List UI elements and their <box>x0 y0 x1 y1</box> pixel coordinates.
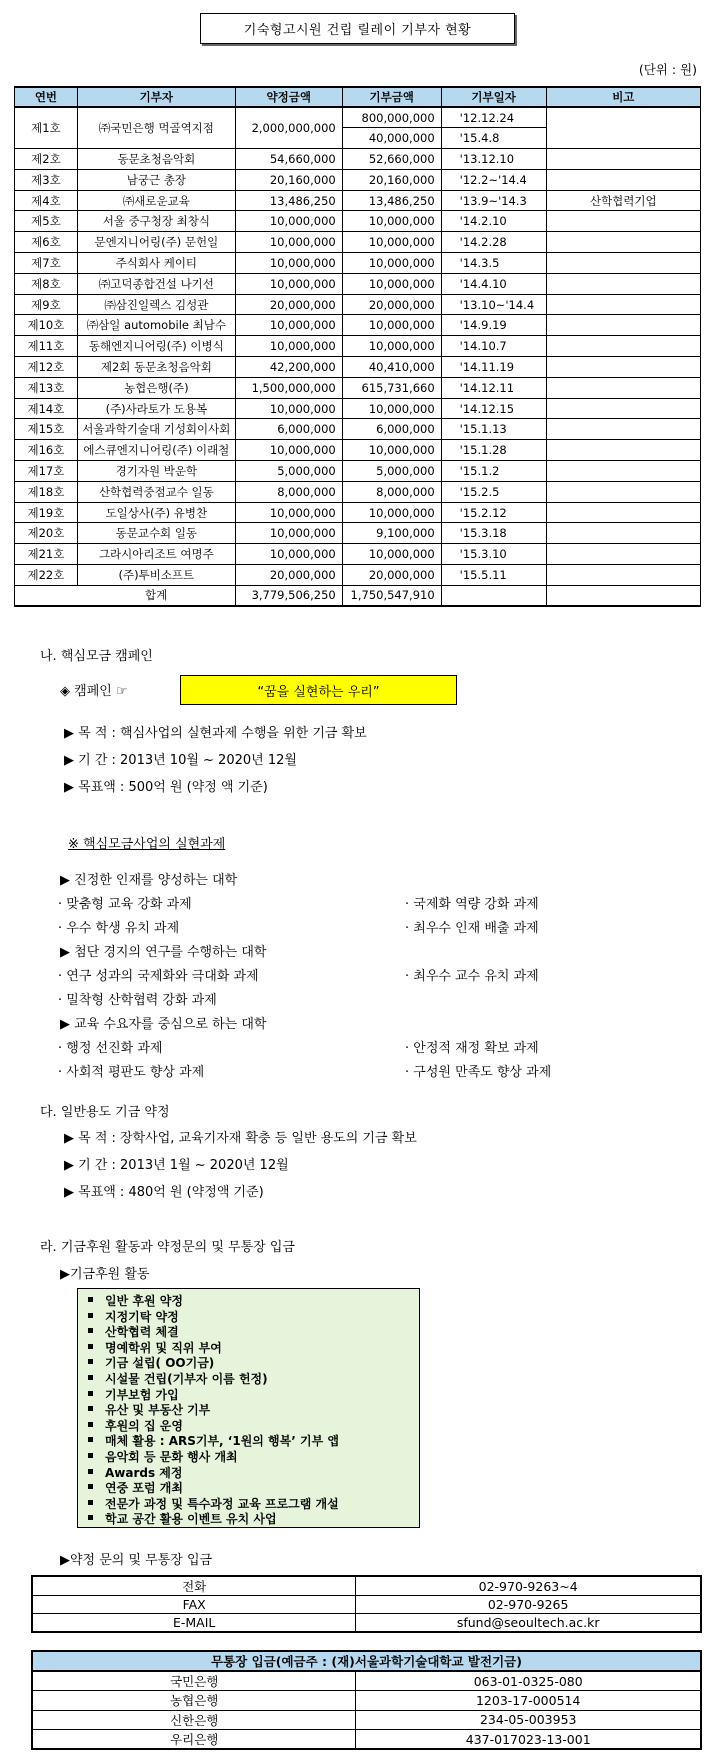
bank-row <box>32 1730 701 1750</box>
cell-note <box>546 523 700 544</box>
cell-note <box>546 273 700 294</box>
cell-donor: (주)사라토가 도용복 <box>77 398 235 419</box>
cell-amount: 10,000,000 <box>342 398 441 419</box>
activity-label: 유산 및 부동산 기부 <box>105 1403 211 1418</box>
table-row <box>15 294 701 315</box>
cell-donor: 농협은행(주) <box>77 377 235 398</box>
cell-no: 제21호 <box>15 544 78 565</box>
unit-label: (단위 : 원) <box>638 62 697 77</box>
cell-donor: 제2회 동문초청음악회 <box>77 357 235 378</box>
cell-date: '14.10.7 <box>441 336 546 357</box>
activity-label: 연중 포럼 개최 <box>105 1481 183 1496</box>
bullet-square-icon <box>88 1437 93 1442</box>
cell-date: '14.11.19 <box>441 357 546 378</box>
cell-no: 제5호 <box>15 211 78 232</box>
cell-donor: 동해엔지니어링(주) 이병식 <box>77 336 235 357</box>
cell-pledge: 20,000,000 <box>235 565 342 586</box>
tasks-heading: ※ 핵심모금사업의 실현과제 <box>68 837 226 852</box>
contact-label: 전화 <box>32 1576 356 1596</box>
general-period: ▶ 기 간 : 2013년 1월 ~ 2020년 12월 <box>64 1158 289 1173</box>
activity-item <box>88 1481 419 1497</box>
contact-value: 02-970-9263~4 <box>356 1576 701 1596</box>
cell-note <box>546 336 700 357</box>
activity-item <box>88 1356 419 1372</box>
cell-pledge: 6,000,000 <box>235 419 342 440</box>
contact-row <box>32 1614 701 1632</box>
cell-pledge: 10,000,000 <box>235 544 342 565</box>
cell-no: 제9호 <box>15 294 78 315</box>
cell-note <box>546 169 700 190</box>
table-row <box>15 211 701 232</box>
campaign-label: ◈ 캠페인 ☞ <box>60 684 128 699</box>
cell-no: 제14호 <box>15 398 78 419</box>
campaign-target: ▶ 목표액 : 500억 원 (약정 액 기준) <box>64 780 268 795</box>
cell-donor: ㈜삼일 automobile 최남수 <box>77 315 235 336</box>
cell-amount: 6,000,000 <box>342 419 441 440</box>
total-label: 합계 <box>77 585 235 606</box>
table-row <box>15 502 701 523</box>
cell-pledge: 10,000,000 <box>235 440 342 461</box>
inquiry-heading: ▶약정 문의 및 무통장 입금 <box>60 1553 213 1568</box>
activity-label: 지정기탁 약정 <box>105 1309 179 1324</box>
cell-donor: 주식회사 케이티 <box>77 253 235 274</box>
cell-date: '15.5.11 <box>441 565 546 586</box>
activities-box <box>77 1288 420 1528</box>
cell-pledge: 10,000,000 <box>235 211 342 232</box>
cell-amount: 10,000,000 <box>342 336 441 357</box>
bullet-square-icon <box>88 1484 93 1489</box>
section-support-heading: 라. 기금후원 활동과 약정문의 및 무통장 입금 <box>40 1240 295 1255</box>
bullet-square-icon <box>88 1297 93 1302</box>
cell-amount: 10,000,000 <box>342 232 441 253</box>
bullet-square-icon <box>88 1328 93 1333</box>
activity-item <box>88 1341 419 1357</box>
table-row <box>15 565 701 586</box>
header-pledge: 약정금액 <box>235 87 342 107</box>
table-row <box>15 107 701 128</box>
cell-amount: 13,486,250 <box>342 190 441 211</box>
task-item: · 밀착형 산학협력 강화 과제 <box>58 993 217 1008</box>
general-purpose: ▶ 목 적 : 장학사업, 교육기자재 확충 등 일반 용도의 기금 확보 <box>64 1131 417 1146</box>
cell-note: 산학협력기업 <box>546 190 700 211</box>
bullet-square-icon <box>88 1453 93 1458</box>
cell-note <box>546 253 700 274</box>
header-amount: 기부금액 <box>342 87 441 107</box>
cell-pledge: 8,000,000 <box>235 481 342 502</box>
cell-amount: 10,000,000 <box>342 253 441 274</box>
cell-pledge: 10,000,000 <box>235 273 342 294</box>
task-item: · 국제화 역량 강화 과제 <box>405 897 539 912</box>
cell-amount: 10,000,000 <box>342 502 441 523</box>
cell-no: 제22호 <box>15 565 78 586</box>
cell-no: 제1호 <box>15 107 78 149</box>
cell-date: '15.3.18 <box>441 523 546 544</box>
cell-note <box>546 315 700 336</box>
task-item: · 안정적 재정 확보 과제 <box>405 1041 539 1056</box>
activity-item <box>88 1434 419 1450</box>
total-empty-note <box>546 585 700 606</box>
cell-date: '15.3.10 <box>441 544 546 565</box>
cell-pledge: 10,000,000 <box>235 502 342 523</box>
activity-item <box>88 1450 419 1466</box>
cell-amount: 20,160,000 <box>342 169 441 190</box>
table-row <box>15 253 701 274</box>
cell-no: 제18호 <box>15 481 78 502</box>
activity-item <box>88 1325 419 1341</box>
cell-no: 제12호 <box>15 357 78 378</box>
activity-label: 시설물 건립(기부자 이름 헌정) <box>105 1371 268 1386</box>
cell-note <box>546 232 700 253</box>
cell-no: 제3호 <box>15 169 78 190</box>
task-item: · 최우수 교수 유치 과제 <box>405 969 539 984</box>
cell-note <box>546 149 700 170</box>
cell-note <box>546 440 700 461</box>
cell-note <box>546 398 700 419</box>
table-row <box>15 232 701 253</box>
activity-label: 학교 공간 활용 이벤트 유치 사업 <box>105 1512 277 1527</box>
cell-date: '14.12.15 <box>441 398 546 419</box>
contact-value: sfund@seoultech.ac.kr <box>356 1614 701 1632</box>
bank-account: 1203-17-000514 <box>356 1691 701 1711</box>
cell-date: '15.1.2 <box>441 461 546 482</box>
bank-row <box>32 1710 701 1730</box>
cell-no: 제13호 <box>15 377 78 398</box>
activity-label: 매체 활용 : ARS기부, ‘1원의 행복’ 기부 앱 <box>105 1434 339 1449</box>
cell-pledge: 42,200,000 <box>235 357 342 378</box>
bank-name: 신한은행 <box>32 1710 356 1730</box>
cell-donor: 동문초청음악회 <box>77 149 235 170</box>
task-group-3: ▶ 교육 수요자를 중심으로 하는 대학 <box>60 1017 267 1032</box>
task-item: · 우수 학생 유치 과제 <box>58 921 180 936</box>
cell-no: 제8호 <box>15 273 78 294</box>
contact-table <box>31 1575 702 1633</box>
cell-date: '13.10~'14.4 <box>441 294 546 315</box>
cell-amount: 40,410,000 <box>342 357 441 378</box>
cell-no: 제11호 <box>15 336 78 357</box>
cell-amount: 615,731,660 <box>342 377 441 398</box>
bullet-square-icon <box>88 1359 93 1364</box>
activity-label: 기부보험 가입 <box>105 1387 179 1402</box>
cell-date: '14.3.5 <box>441 253 546 274</box>
cell-no: 제16호 <box>15 440 78 461</box>
cell-date: '13.9~'14.3 <box>441 190 546 211</box>
cell-donor: 동문교수회 일동 <box>77 523 235 544</box>
cell-amount: 20,000,000 <box>342 565 441 586</box>
table-row <box>15 273 701 294</box>
task-group-2: ▶ 첨단 경지의 연구를 수행하는 대학 <box>60 945 267 960</box>
table-row <box>15 336 701 357</box>
section-general-heading: 다. 일반용도 기금 약정 <box>40 1105 170 1120</box>
cell-note <box>546 461 700 482</box>
cell-date: '13.12.10 <box>441 149 546 170</box>
general-target: ▶ 목표액 : 480억 원 (약정액 기준) <box>64 1185 264 1200</box>
contact-value: 02-970-9265 <box>356 1596 701 1614</box>
cell-donor: 문엔지니어링(주) 문헌일 <box>77 232 235 253</box>
cell-donor: 도일상사(주) 유병찬 <box>77 502 235 523</box>
total-amount: 1,750,547,910 <box>342 585 441 606</box>
bank-name: 농협은행 <box>32 1691 356 1711</box>
activity-label: 후원의 집 운영 <box>105 1418 183 1433</box>
cell-note <box>546 481 700 502</box>
cell-no: 제4호 <box>15 190 78 211</box>
cell-amount: 800,000,000 <box>342 107 441 128</box>
contact-row <box>32 1576 701 1596</box>
table-row <box>15 398 701 419</box>
header-note: 비고 <box>546 87 700 107</box>
activity-label: 기금 설립( OO기금) <box>105 1356 215 1371</box>
activity-label: 일반 후원 약정 <box>105 1294 183 1308</box>
activity-item <box>88 1497 419 1513</box>
cell-pledge: 20,160,000 <box>235 169 342 190</box>
cell-note <box>546 419 700 440</box>
bullet-square-icon <box>88 1313 93 1318</box>
cell-pledge: 10,000,000 <box>235 336 342 357</box>
activities-list <box>88 1294 419 1528</box>
cell-note <box>546 211 700 232</box>
activity-item <box>88 1512 419 1528</box>
cell-donor: 서울과학기술대 기성회이사회 <box>77 419 235 440</box>
cell-no: 제20호 <box>15 523 78 544</box>
cell-pledge: 10,000,000 <box>235 232 342 253</box>
cell-pledge: 20,000,000 <box>235 294 342 315</box>
total-empty-date <box>441 585 546 606</box>
table-row <box>15 377 701 398</box>
cell-date: '12.12.24 <box>441 107 546 128</box>
cell-amount: 10,000,000 <box>342 211 441 232</box>
activity-item <box>88 1310 419 1326</box>
cell-pledge: 54,660,000 <box>235 149 342 170</box>
bullet-square-icon <box>88 1375 93 1380</box>
activity-item <box>88 1403 419 1419</box>
task-item: · 맞춤형 교육 강화 과제 <box>58 897 192 912</box>
table-row <box>15 149 701 170</box>
activities-heading: ▶기금후원 활동 <box>60 1267 150 1282</box>
cell-amount: 10,000,000 <box>342 544 441 565</box>
cell-donor: (주)투비소프트 <box>77 565 235 586</box>
table-row <box>15 440 701 461</box>
cell-date: '14.12.11 <box>441 377 546 398</box>
task-item: · 구성원 만족도 향상 과제 <box>405 1065 552 1080</box>
header-date: 기부일자 <box>441 87 546 107</box>
cell-date: '14.2.28 <box>441 232 546 253</box>
cell-donor: 남궁근 총장 <box>77 169 235 190</box>
cell-no: 제2호 <box>15 149 78 170</box>
table-row <box>15 461 701 482</box>
activity-item <box>88 1294 419 1310</box>
bank-row <box>32 1691 701 1711</box>
cell-no: 제17호 <box>15 461 78 482</box>
cell-date: '15.1.13 <box>441 419 546 440</box>
cell-date: '15.2.12 <box>441 502 546 523</box>
table-row <box>15 544 701 565</box>
donor-table <box>14 86 701 607</box>
header-no: 연번 <box>15 87 78 107</box>
activity-label: 산학협력 체결 <box>105 1325 179 1340</box>
cell-pledge: 13,486,250 <box>235 190 342 211</box>
document-title: 기숙형고시원 건립 릴레이 기부자 현황 <box>200 13 515 44</box>
cell-note <box>546 565 700 586</box>
table-row <box>15 357 701 378</box>
bank-account: 234-05-003953 <box>356 1710 701 1730</box>
cell-note <box>546 107 700 149</box>
table-row <box>15 419 701 440</box>
cell-no: 제7호 <box>15 253 78 274</box>
bank-header: 무통장 입금(예금주 : (재)서울과학기술대학교 발전기금) <box>32 1651 701 1671</box>
cell-donor: 그라시아리조트 여명주 <box>77 544 235 565</box>
activity-item <box>88 1466 419 1482</box>
cell-pledge: 1,500,000,000 <box>235 377 342 398</box>
cell-note <box>546 294 700 315</box>
bank-account: 063-01-0325-080 <box>356 1671 701 1691</box>
header-donor: 기부자 <box>77 87 235 107</box>
cell-donor: ㈜고덕종합건설 나기선 <box>77 273 235 294</box>
cell-amount: 9,100,000 <box>342 523 441 544</box>
cell-date: '14.4.10 <box>441 273 546 294</box>
activity-label: Awards 제정 <box>105 1465 183 1480</box>
cell-no: 제6호 <box>15 232 78 253</box>
activity-label: 명예학위 및 직위 부여 <box>105 1340 222 1355</box>
activity-label: 전문가 과정 및 특수과정 교육 프로그램 개설 <box>105 1496 339 1511</box>
cell-amount: 5,000,000 <box>342 461 441 482</box>
cell-amount: 10,000,000 <box>342 440 441 461</box>
task-group-1: ▶ 진정한 인재를 양성하는 대학 <box>60 873 238 888</box>
bank-header-row <box>32 1651 701 1671</box>
cell-donor: ㈜삼진일렉스 김성관 <box>77 294 235 315</box>
cell-note <box>546 502 700 523</box>
bullet-square-icon <box>88 1406 93 1411</box>
activity-item <box>88 1419 419 1435</box>
total-spacer <box>15 585 78 606</box>
table-row <box>15 481 701 502</box>
table-header-row <box>15 87 701 107</box>
cell-donor: ㈜국민은행 먹골역지점 <box>77 107 235 149</box>
bank-name: 우리은행 <box>32 1730 356 1750</box>
task-item: · 행정 선진화 과제 <box>58 1041 163 1056</box>
cell-pledge: 2,000,000,000 <box>235 107 342 149</box>
contact-row <box>32 1596 701 1614</box>
contact-label: E-MAIL <box>32 1614 356 1632</box>
campaign-purpose: ▶ 목 적 : 핵심사업의 실현과제 수행을 위한 기금 확보 <box>64 726 367 741</box>
total-row <box>15 585 701 606</box>
activity-item <box>88 1372 419 1388</box>
bullet-square-icon <box>88 1422 93 1427</box>
cell-amount: 10,000,000 <box>342 273 441 294</box>
cell-pledge: 10,000,000 <box>235 315 342 336</box>
bank-name: 국민은행 <box>32 1671 356 1691</box>
task-item: · 최우수 인재 배출 과제 <box>405 921 539 936</box>
bank-account: 437-017023-13-001 <box>356 1730 701 1750</box>
contact-label: FAX <box>32 1596 356 1614</box>
cell-note <box>546 544 700 565</box>
cell-amount: 52,660,000 <box>342 149 441 170</box>
bullet-square-icon <box>88 1469 93 1474</box>
table-row <box>15 315 701 336</box>
cell-donor: ㈜새로운교육 <box>77 190 235 211</box>
cell-amount: 20,000,000 <box>342 294 441 315</box>
cell-pledge: 10,000,000 <box>235 398 342 419</box>
activity-label: 음악회 등 문화 행사 개최 <box>105 1449 238 1464</box>
bullet-square-icon <box>88 1515 93 1520</box>
cell-note <box>546 377 700 398</box>
bank-row <box>32 1671 701 1691</box>
cell-date: '14.9.19 <box>441 315 546 336</box>
table-row <box>15 169 701 190</box>
cell-amount: 40,000,000 <box>342 128 441 149</box>
campaign-period: ▶ 기 간 : 2013년 10월 ~ 2020년 12월 <box>64 753 297 768</box>
cell-note <box>546 357 700 378</box>
bullet-square-icon <box>88 1500 93 1505</box>
cell-amount: 10,000,000 <box>342 315 441 336</box>
task-item: · 사회적 평판도 향상 과제 <box>58 1065 205 1080</box>
bullet-square-icon <box>88 1344 93 1349</box>
cell-date: '15.2.5 <box>441 481 546 502</box>
cell-pledge: 10,000,000 <box>235 523 342 544</box>
section-campaign-heading: 나. 핵심모금 캠페인 <box>40 649 153 664</box>
cell-donor: 서울 중구청장 최창식 <box>77 211 235 232</box>
cell-no: 제19호 <box>15 502 78 523</box>
cell-no: 제15호 <box>15 419 78 440</box>
table-row <box>15 190 701 211</box>
campaign-name-box: “꿈을 실현하는 우리” <box>180 675 457 705</box>
task-item: · 연구 성과의 국제화와 극대화 과제 <box>58 969 259 984</box>
bank-table <box>31 1650 702 1750</box>
cell-amount: 8,000,000 <box>342 481 441 502</box>
cell-pledge: 10,000,000 <box>235 253 342 274</box>
cell-date: '12.2~'14.4 <box>441 169 546 190</box>
cell-donor: 경기자원 박운학 <box>77 461 235 482</box>
table-row <box>15 523 701 544</box>
cell-donor: 산학협력중점교수 일동 <box>77 481 235 502</box>
cell-no: 제10호 <box>15 315 78 336</box>
cell-date: '14.2.10 <box>441 211 546 232</box>
total-pledge: 3,779,506,250 <box>235 585 342 606</box>
cell-donor: 에스큐엔지니어링(주) 이래철 <box>77 440 235 461</box>
cell-pledge: 5,000,000 <box>235 461 342 482</box>
bullet-square-icon <box>88 1391 93 1396</box>
cell-date: '15.4.8 <box>441 128 546 149</box>
cell-date: '15.1.28 <box>441 440 546 461</box>
activity-item <box>88 1388 419 1404</box>
